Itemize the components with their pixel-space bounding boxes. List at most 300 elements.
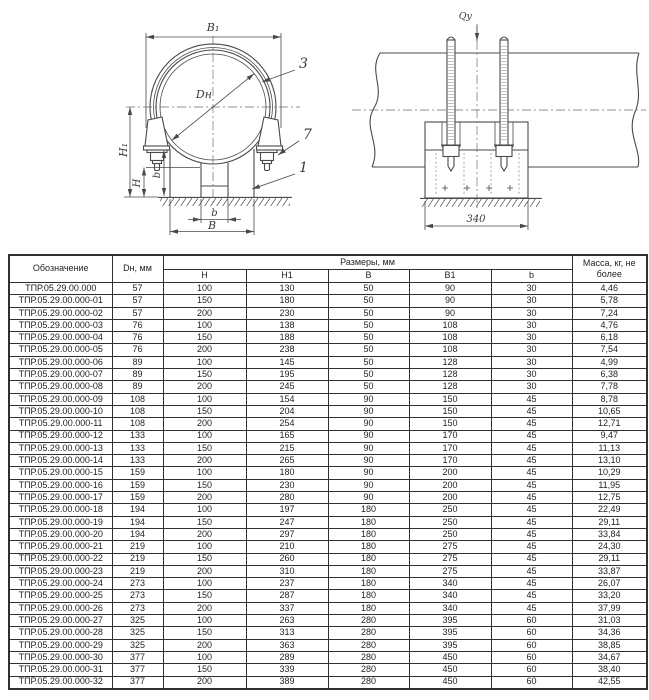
dim-label-340: 340 <box>466 214 486 225</box>
table-row <box>9 590 647 602</box>
value-cell: 30 <box>491 381 572 393</box>
value-cell: 204 <box>246 405 328 417</box>
value-cell: 76 <box>112 332 163 344</box>
value-cell: 195 <box>246 369 328 381</box>
value-cell: 13,10 <box>572 455 647 467</box>
header-sizes-group: Размеры, мм <box>163 255 572 269</box>
value-cell: 50 <box>328 332 409 344</box>
value-cell: 254 <box>246 418 328 430</box>
designation-cell: ТПР.05.29.00.000-32 <box>9 676 112 689</box>
value-cell: 50 <box>328 381 409 393</box>
designation-cell: ТПР.05.29.00.000-06 <box>9 356 112 368</box>
value-cell: 280 <box>328 651 409 663</box>
value-cell: 90 <box>328 393 409 405</box>
value-cell: 45 <box>491 602 572 614</box>
value-cell: 37,99 <box>572 602 647 614</box>
value-cell: 325 <box>112 639 163 651</box>
value-cell: 90 <box>328 442 409 454</box>
value-cell: 57 <box>112 295 163 307</box>
designation-cell: ТПР.05.29.00.000-03 <box>9 319 112 331</box>
dimensions-table <box>8 254 648 690</box>
value-cell: 159 <box>112 479 163 491</box>
value-cell: 100 <box>163 578 246 590</box>
value-cell: 50 <box>328 283 409 295</box>
value-cell: 100 <box>163 356 246 368</box>
value-cell: 12,71 <box>572 418 647 430</box>
value-cell: 60 <box>491 639 572 651</box>
value-cell: 280 <box>246 492 328 504</box>
value-cell: 200 <box>163 492 246 504</box>
dim-label-b1: B₁ <box>206 21 220 34</box>
value-cell: 377 <box>112 664 163 676</box>
value-cell: 100 <box>163 467 246 479</box>
designation-cell: ТПР.05.29.00.000-16 <box>9 479 112 491</box>
value-cell: 45 <box>491 479 572 491</box>
value-cell: 194 <box>112 504 163 516</box>
value-cell: 219 <box>112 553 163 565</box>
value-cell: 45 <box>491 590 572 602</box>
value-cell: 45 <box>491 516 572 528</box>
value-cell: 90 <box>328 479 409 491</box>
value-cell: 50 <box>328 369 409 381</box>
value-cell: 200 <box>163 528 246 540</box>
designation-cell: ТПР.05.29.00.000-23 <box>9 565 112 577</box>
value-cell: 108 <box>112 418 163 430</box>
value-cell: 339 <box>246 664 328 676</box>
value-cell: 45 <box>491 492 572 504</box>
value-cell: 108 <box>409 344 491 356</box>
part-label-support: 1 <box>299 160 308 176</box>
value-cell: 245 <box>246 381 328 393</box>
value-cell: 133 <box>112 442 163 454</box>
value-cell: 128 <box>409 381 491 393</box>
value-cell: 265 <box>246 455 328 467</box>
value-cell: 395 <box>409 627 491 639</box>
value-cell: 33,87 <box>572 565 647 577</box>
size-column-header: H <box>163 269 246 283</box>
table-row <box>9 676 647 689</box>
value-cell: 230 <box>246 307 328 319</box>
value-cell: 150 <box>163 442 246 454</box>
value-cell: 150 <box>163 553 246 565</box>
value-cell: 450 <box>409 664 491 676</box>
value-cell: 200 <box>409 467 491 479</box>
value-cell: 250 <box>409 528 491 540</box>
technical-drawings <box>0 0 649 248</box>
part-label-clamp: 3 <box>299 56 308 72</box>
value-cell: 389 <box>246 676 328 689</box>
value-cell: 90 <box>328 430 409 442</box>
value-cell: 45 <box>491 504 572 516</box>
designation-cell: ТПР.05.29.00.000-29 <box>9 639 112 651</box>
value-cell: 150 <box>163 516 246 528</box>
value-cell: 180 <box>328 602 409 614</box>
value-cell: 4,76 <box>572 319 647 331</box>
value-cell: 180 <box>328 528 409 540</box>
value-cell: 7,54 <box>572 344 647 356</box>
value-cell: 145 <box>246 356 328 368</box>
value-cell: 197 <box>246 504 328 516</box>
value-cell: 31,03 <box>572 615 647 627</box>
value-cell: 45 <box>491 467 572 479</box>
value-cell: 150 <box>409 405 491 417</box>
designation-cell: ТПР.05.29.00.000-12 <box>9 430 112 442</box>
value-cell: 29,11 <box>572 516 647 528</box>
value-cell: 150 <box>409 393 491 405</box>
value-cell: 50 <box>328 344 409 356</box>
value-cell: 89 <box>112 369 163 381</box>
front-view-drawing <box>0 0 350 248</box>
table-row <box>9 393 647 405</box>
table-row <box>9 615 647 627</box>
value-cell: 10,29 <box>572 467 647 479</box>
value-cell: 200 <box>163 565 246 577</box>
dim-label-b-overall: B <box>207 219 217 232</box>
value-cell: 180 <box>328 504 409 516</box>
table-body <box>9 283 647 689</box>
designation-cell: ТПР.05.29.00.000-28 <box>9 627 112 639</box>
value-cell: 219 <box>112 565 163 577</box>
value-cell: 133 <box>112 455 163 467</box>
value-cell: 45 <box>491 418 572 430</box>
value-cell: 210 <box>246 541 328 553</box>
value-cell: 180 <box>328 590 409 602</box>
table-row <box>9 295 647 307</box>
value-cell: 280 <box>328 676 409 689</box>
designation-cell: ТПР.05.29.00.000-17 <box>9 492 112 504</box>
designation-cell: ТПР.05.29.00.000-24 <box>9 578 112 590</box>
value-cell: 170 <box>409 430 491 442</box>
table-row <box>9 283 647 295</box>
value-cell: 200 <box>409 492 491 504</box>
value-cell: 89 <box>112 356 163 368</box>
value-cell: 100 <box>163 393 246 405</box>
value-cell: 280 <box>328 664 409 676</box>
value-cell: 45 <box>491 455 572 467</box>
value-cell: 108 <box>112 405 163 417</box>
value-cell: 57 <box>112 307 163 319</box>
value-cell: 33,84 <box>572 528 647 540</box>
table-row <box>9 504 647 516</box>
value-cell: 100 <box>163 615 246 627</box>
value-cell: 60 <box>491 627 572 639</box>
value-cell: 280 <box>328 627 409 639</box>
value-cell: 6,38 <box>572 369 647 381</box>
value-cell: 6,18 <box>572 332 647 344</box>
table-row <box>9 418 647 430</box>
value-cell: 76 <box>112 319 163 331</box>
value-cell: 34,67 <box>572 651 647 663</box>
value-cell: 247 <box>246 516 328 528</box>
value-cell: 289 <box>246 651 328 663</box>
value-cell: 11,13 <box>572 442 647 454</box>
value-cell: 128 <box>409 369 491 381</box>
table-row <box>9 516 647 528</box>
value-cell: 159 <box>112 492 163 504</box>
value-cell: 150 <box>163 405 246 417</box>
designation-cell: ТПР.05.29.00.000-02 <box>9 307 112 319</box>
designation-cell: ТПР.05.29.00.000-05 <box>9 344 112 356</box>
value-cell: 273 <box>112 602 163 614</box>
table-row <box>9 307 647 319</box>
value-cell: 128 <box>409 356 491 368</box>
value-cell: 180 <box>328 553 409 565</box>
value-cell: 395 <box>409 615 491 627</box>
value-cell: 90 <box>409 295 491 307</box>
designation-cell: ТПР.05.29.00.000-09 <box>9 393 112 405</box>
value-cell: 200 <box>163 639 246 651</box>
value-cell: 150 <box>163 369 246 381</box>
dim-label-dn: Dн <box>195 88 212 101</box>
designation-cell: ТПР.05.29.00.000-21 <box>9 541 112 553</box>
header-diameter: Dн, мм <box>112 255 163 283</box>
value-cell: 237 <box>246 578 328 590</box>
size-column-header: b <box>491 269 572 283</box>
value-cell: 30 <box>491 319 572 331</box>
value-cell: 90 <box>328 418 409 430</box>
table-row <box>9 565 647 577</box>
value-cell: 76 <box>112 344 163 356</box>
value-cell: 9,47 <box>572 430 647 442</box>
value-cell: 4,46 <box>572 283 647 295</box>
value-cell: 50 <box>328 307 409 319</box>
size-column-header: B <box>328 269 409 283</box>
value-cell: 150 <box>163 627 246 639</box>
value-cell: 60 <box>491 615 572 627</box>
table-row <box>9 639 647 651</box>
header-designation: Обозначение <box>9 255 112 283</box>
value-cell: 165 <box>246 430 328 442</box>
table-row <box>9 332 647 344</box>
value-cell: 287 <box>246 590 328 602</box>
value-cell: 34,36 <box>572 627 647 639</box>
value-cell: 60 <box>491 651 572 663</box>
value-cell: 57 <box>112 283 163 295</box>
value-cell: 108 <box>409 332 491 344</box>
value-cell: 273 <box>112 590 163 602</box>
value-cell: 194 <box>112 528 163 540</box>
value-cell: 60 <box>491 664 572 676</box>
designation-cell: ТПР.05.29.00.000-07 <box>9 369 112 381</box>
value-cell: 340 <box>409 578 491 590</box>
value-cell: 450 <box>409 676 491 689</box>
value-cell: 30 <box>491 283 572 295</box>
value-cell: 50 <box>328 295 409 307</box>
value-cell: 90 <box>328 405 409 417</box>
value-cell: 395 <box>409 639 491 651</box>
value-cell: 280 <box>328 615 409 627</box>
value-cell: 200 <box>163 381 246 393</box>
dim-label-b-bottom: b <box>211 208 218 219</box>
value-cell: 200 <box>163 602 246 614</box>
value-cell: 7,24 <box>572 307 647 319</box>
value-cell: 30 <box>491 344 572 356</box>
value-cell: 200 <box>163 418 246 430</box>
value-cell: 5,78 <box>572 295 647 307</box>
designation-cell: ТПР.05.29.00.000-14 <box>9 455 112 467</box>
designation-cell: ТПР.05.29.00.000-30 <box>9 651 112 663</box>
designation-cell: ТПР.05.29.00.000-01 <box>9 295 112 307</box>
value-cell: 26,07 <box>572 578 647 590</box>
value-cell: 45 <box>491 430 572 442</box>
table-row <box>9 492 647 504</box>
value-cell: 363 <box>246 639 328 651</box>
value-cell: 12,75 <box>572 492 647 504</box>
value-cell: 180 <box>328 516 409 528</box>
value-cell: 200 <box>163 307 246 319</box>
value-cell: 238 <box>246 344 328 356</box>
value-cell: 133 <box>112 430 163 442</box>
value-cell: 22,49 <box>572 504 647 516</box>
table-row <box>9 467 647 479</box>
table-row <box>9 430 647 442</box>
table-row <box>9 455 647 467</box>
value-cell: 100 <box>163 283 246 295</box>
value-cell: 38,85 <box>572 639 647 651</box>
value-cell: 377 <box>112 651 163 663</box>
value-cell: 180 <box>328 541 409 553</box>
value-cell: 273 <box>112 578 163 590</box>
value-cell: 30 <box>491 307 572 319</box>
size-column-header: B1 <box>409 269 491 283</box>
designation-cell: ТПР.05.29.00.000-13 <box>9 442 112 454</box>
table-row <box>9 541 647 553</box>
value-cell: 45 <box>491 442 572 454</box>
value-cell: 90 <box>409 283 491 295</box>
value-cell: 100 <box>163 541 246 553</box>
value-cell: 250 <box>409 504 491 516</box>
table-row <box>9 578 647 590</box>
designation-cell: ТПР.05.29.00.000-26 <box>9 602 112 614</box>
designation-cell: ТПР.05.29.00.000-20 <box>9 528 112 540</box>
value-cell: 50 <box>328 356 409 368</box>
designation-cell: ТПР.05.29.00.000-31 <box>9 664 112 676</box>
value-cell: 275 <box>409 553 491 565</box>
value-cell: 150 <box>163 332 246 344</box>
value-cell: 325 <box>112 615 163 627</box>
value-cell: 150 <box>409 418 491 430</box>
value-cell: 11,95 <box>572 479 647 491</box>
designation-cell: ТПР.05.29.00.000-08 <box>9 381 112 393</box>
value-cell: 180 <box>328 578 409 590</box>
value-cell: 150 <box>163 295 246 307</box>
part-label-bolt: 7 <box>303 127 312 143</box>
value-cell: 200 <box>409 479 491 491</box>
value-cell: 219 <box>112 541 163 553</box>
dim-label-b-side: b <box>152 171 163 179</box>
load-label-qy: Qу <box>458 11 472 22</box>
value-cell: 45 <box>491 393 572 405</box>
table-row <box>9 627 647 639</box>
designation-cell: ТПР.05.29.00.000-10 <box>9 405 112 417</box>
value-cell: 250 <box>409 516 491 528</box>
value-cell: 194 <box>112 516 163 528</box>
header-mass: Масса, кг, не более <box>572 255 647 283</box>
value-cell: 377 <box>112 676 163 689</box>
table-row <box>9 479 647 491</box>
value-cell: 170 <box>409 455 491 467</box>
table-row <box>9 405 647 417</box>
table-row <box>9 344 647 356</box>
value-cell: 45 <box>491 565 572 577</box>
value-cell: 24,30 <box>572 541 647 553</box>
table-row <box>9 381 647 393</box>
value-cell: 200 <box>163 344 246 356</box>
table-row <box>9 553 647 565</box>
value-cell: 200 <box>163 455 246 467</box>
table-row <box>9 369 647 381</box>
value-cell: 45 <box>491 578 572 590</box>
table-row <box>9 442 647 454</box>
value-cell: 340 <box>409 602 491 614</box>
value-cell: 260 <box>246 553 328 565</box>
table-row <box>9 319 647 331</box>
side-view-drawing <box>350 0 649 248</box>
value-cell: 50 <box>328 319 409 331</box>
value-cell: 42,55 <box>572 676 647 689</box>
value-cell: 130 <box>246 283 328 295</box>
value-cell: 45 <box>491 553 572 565</box>
designation-cell: ТПР.05.29.00.000-22 <box>9 553 112 565</box>
value-cell: 100 <box>163 430 246 442</box>
value-cell: 180 <box>246 467 328 479</box>
value-cell: 108 <box>112 393 163 405</box>
value-cell: 30 <box>491 332 572 344</box>
dim-label-h1: H₁ <box>117 142 130 158</box>
value-cell: 325 <box>112 627 163 639</box>
value-cell: 154 <box>246 393 328 405</box>
table-row <box>9 651 647 663</box>
value-cell: 263 <box>246 615 328 627</box>
value-cell: 100 <box>163 651 246 663</box>
value-cell: 90 <box>328 492 409 504</box>
designation-cell: ТПР.05.29.00.000 <box>9 283 112 295</box>
value-cell: 180 <box>246 295 328 307</box>
value-cell: 150 <box>163 664 246 676</box>
table-row <box>9 528 647 540</box>
value-cell: 280 <box>328 639 409 651</box>
designation-cell: ТПР.05.29.00.000-27 <box>9 615 112 627</box>
value-cell: 90 <box>328 455 409 467</box>
value-cell: 215 <box>246 442 328 454</box>
value-cell: 8,78 <box>572 393 647 405</box>
value-cell: 138 <box>246 319 328 331</box>
value-cell: 90 <box>409 307 491 319</box>
value-cell: 150 <box>163 479 246 491</box>
value-cell: 89 <box>112 381 163 393</box>
value-cell: 30 <box>491 369 572 381</box>
table-header-row-1 <box>9 255 647 269</box>
value-cell: 230 <box>246 479 328 491</box>
value-cell: 29,11 <box>572 553 647 565</box>
value-cell: 159 <box>112 467 163 479</box>
value-cell: 200 <box>163 676 246 689</box>
value-cell: 310 <box>246 565 328 577</box>
value-cell: 10,65 <box>572 405 647 417</box>
designation-cell: ТПР.05.29.00.000-15 <box>9 467 112 479</box>
designation-cell: ТПР.05.29.00.000-18 <box>9 504 112 516</box>
dim-label-h: H <box>132 178 143 188</box>
table-row <box>9 356 647 368</box>
value-cell: 100 <box>163 504 246 516</box>
size-column-header: H1 <box>246 269 328 283</box>
value-cell: 4,99 <box>572 356 647 368</box>
value-cell: 60 <box>491 676 572 689</box>
value-cell: 170 <box>409 442 491 454</box>
value-cell: 30 <box>491 356 572 368</box>
value-cell: 45 <box>491 405 572 417</box>
value-cell: 188 <box>246 332 328 344</box>
